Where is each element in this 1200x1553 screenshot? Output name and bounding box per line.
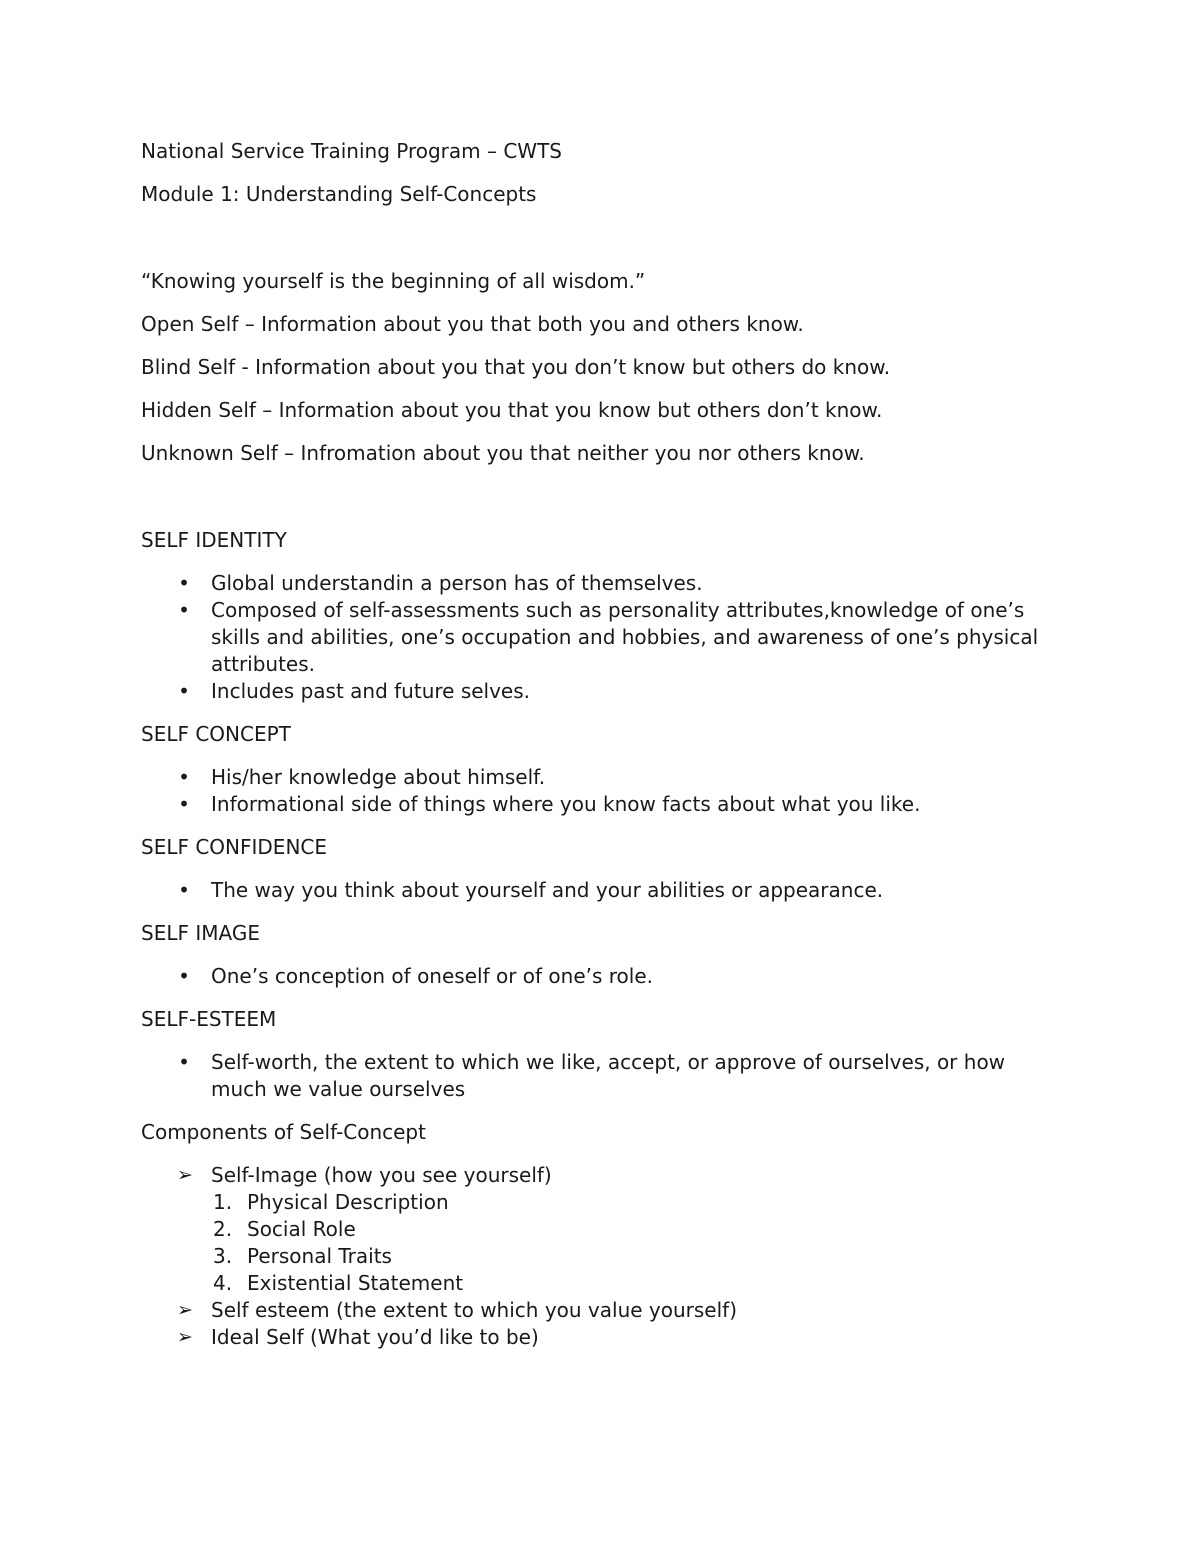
hidden-self-line: Hidden Self – Information about you that you know but others don’t know.: [141, 398, 883, 422]
bullet-icon: •: [178, 964, 190, 988]
module-title: Module 1: Understanding Self-Concepts: [141, 182, 537, 206]
quote: “Knowing yourself is the beginning of all wisdom.”: [141, 269, 646, 293]
list-item: • One’s conception of oneself or of one’s role.: [178, 964, 654, 988]
self-image-list: [141, 963, 1041, 990]
list-number: 2.: [213, 1217, 233, 1241]
self-confidence-list: [141, 877, 1041, 904]
list-number: 3.: [213, 1244, 233, 1268]
list-item: • Self-worth, the extent to which we like, accept, or approve of ourselves, or how much we value ourselves: [178, 1050, 1006, 1101]
section-heading-self-esteem: SELF-ESTEEM: [141, 1007, 277, 1031]
document-page: [141, 138, 1041, 1351]
list-item: • Informational side of things where you know facts about what you like.: [178, 792, 921, 816]
self-identity-list: [141, 570, 1041, 705]
components-list-continued: [141, 1297, 1041, 1351]
list-item: 4. Existential Statement: [213, 1271, 464, 1295]
bullet-icon: •: [178, 878, 190, 902]
document-title: National Service Training Program – CWTS: [141, 139, 562, 163]
list-item: • Composed of self-assessments such as personality attributes,knowledge of one’s skills and abilities, one’s occupation and hobbies, and awareness of one’s physical attributes.: [178, 598, 1039, 676]
self-concept-list: [141, 764, 1041, 818]
list-item: • His/her knowledge about himself.: [178, 765, 546, 789]
arrow-bullet-icon: ➢: [177, 1326, 193, 1348]
self-image-sublist: [141, 1189, 1041, 1297]
unknown-self-line: Unknown Self – Infromation about you that neither you nor others know.: [141, 441, 865, 465]
components-list: [141, 1162, 1041, 1189]
bullet-icon: •: [178, 598, 190, 622]
self-esteem-list: [141, 1049, 1041, 1103]
list-item: ➢ Ideal Self (What you’d like to be): [141, 1324, 1041, 1351]
list-item: 3. Personal Traits: [213, 1244, 392, 1268]
list-item: ➢ Self-Image (how you see yourself): [141, 1162, 1041, 1189]
bullet-icon: •: [178, 792, 190, 816]
bullet-icon: •: [178, 679, 190, 703]
bullet-icon: •: [178, 765, 190, 789]
components-heading: Components of Self-Concept: [141, 1120, 426, 1144]
list-item: • The way you think about yourself and your abilities or appearance.: [178, 878, 884, 902]
section-heading-self-concept: SELF CONCEPT: [141, 722, 291, 746]
section-heading-self-identity: SELF IDENTITY: [141, 528, 287, 552]
list-item: • Global understandin a person has of themselves.: [178, 571, 703, 595]
arrow-bullet-icon: ➢: [177, 1164, 193, 1186]
list-item: ➢ Self esteem (the extent to which you value yourself): [141, 1297, 1041, 1324]
arrow-bullet-icon: ➢: [177, 1299, 193, 1321]
bullet-icon: •: [178, 1050, 190, 1074]
open-self-line: Open Self – Information about you that both you and others know.: [141, 312, 804, 336]
blind-self-line: Blind Self - Information about you that you don’t know but others do know.: [141, 355, 891, 379]
list-item: 2. Social Role: [213, 1217, 356, 1241]
bullet-icon: •: [178, 571, 190, 595]
list-item: • Includes past and future selves.: [178, 679, 531, 703]
list-number: 1.: [213, 1190, 233, 1214]
list-item: 1. Physical Description: [213, 1190, 449, 1214]
section-heading-self-confidence: SELF CONFIDENCE: [141, 835, 328, 859]
list-number: 4.: [213, 1271, 233, 1295]
section-heading-self-image: SELF IMAGE: [141, 921, 260, 945]
